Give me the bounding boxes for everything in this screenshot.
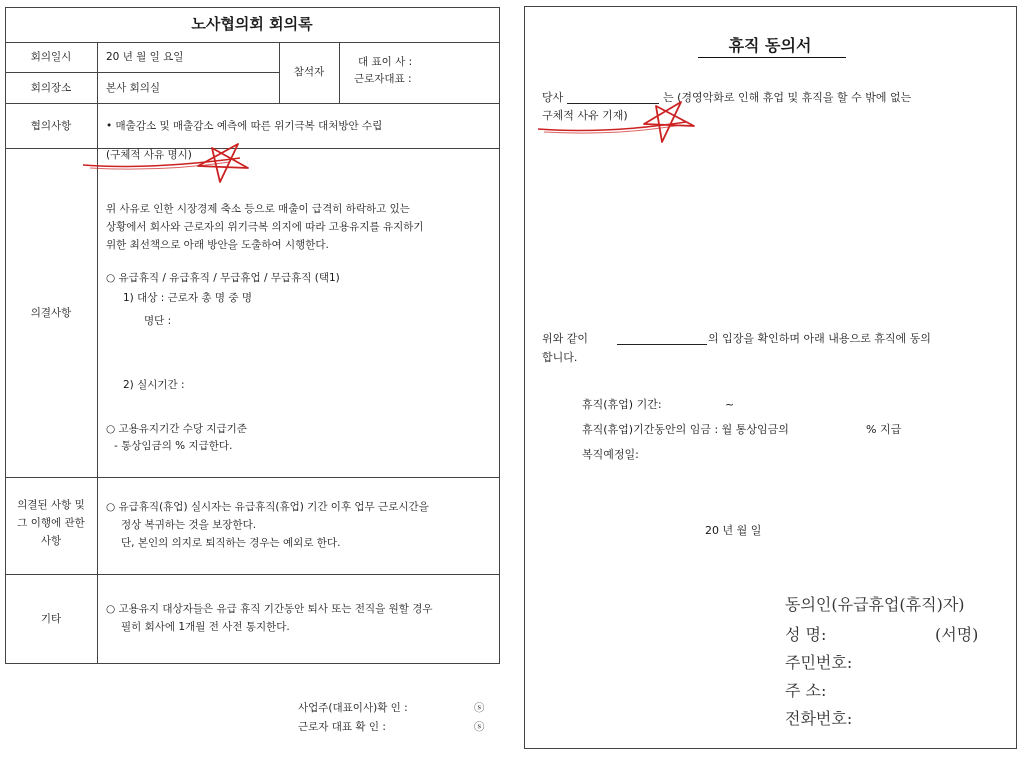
followup-line-1: ○ 유급휴직(휴업) 실시자는 유급휴직(휴업) 기간 이후 업무 근로시간을 (106, 501, 429, 513)
red-star-annotation-left (80, 138, 260, 190)
confirm-prefix: 위와 같이 (542, 332, 589, 345)
attendees-label: 참석자 (293, 66, 325, 78)
attendee-worker-rep: 근로자대표 : (354, 73, 412, 85)
reason-line: 구체적 사유 기재) (542, 109, 628, 122)
confirm-line-2: 합니다. (542, 351, 578, 364)
allowance-line-1: ○ 고용유지기간 수당 지급기준 (106, 423, 247, 435)
followup-line-2: 정상 복귀하는 것을 보장한다. (121, 519, 257, 531)
worker-confirm-label: 근로자 대표 확 인 : (298, 721, 386, 733)
etc-label: 기타 (40, 613, 62, 625)
consent-date-line: 20 년 월 일 (705, 524, 762, 537)
resolution-paragraph-line-1: 위 사유로 인한 시장경제 축소 등으로 매출이 급격히 하락하고 있는 (106, 203, 410, 215)
reason-note: (구체적 사유 명시) (106, 149, 192, 161)
followup-line-3: 단, 본인의 의지로 퇴직하는 경우는 예외로 한다. (121, 537, 341, 549)
consent-title: 휴직 동의서 (728, 36, 812, 55)
target-line: 1) 대상 : 근로자 총 명 중 명 (123, 292, 252, 304)
period-label: 휴직(휴업) 기간: (582, 398, 662, 411)
period-line: 2) 실시기간 : (123, 379, 185, 391)
date-label: 회의일시 (30, 51, 72, 63)
attendee-representative: 대 표이 사 : (358, 56, 413, 68)
employer-seal-mark: ⓢ (474, 702, 485, 714)
place-value: 본사 회의실 (106, 82, 161, 94)
return-date-label: 복직예정일: (582, 448, 639, 461)
allowance-line-2: - 통상임금의 % 지급한다. (114, 440, 233, 452)
period-tilde: ~ (725, 398, 735, 411)
consenter-label: 동의인(유급휴업(휴직)자) (785, 595, 965, 614)
confirm-suffix: 의 입장을 확인하며 아래 내용으로 휴직에 동의 (708, 332, 931, 345)
resolution-paragraph-line-2: 상황에서 회사와 근로자의 위기극복 의지에 따라 고용유지를 유지하기 (106, 221, 424, 233)
wage-percent: % 지급 (866, 423, 902, 436)
resolution-label: 의결사항 (30, 307, 72, 319)
confirm-blank (617, 344, 707, 345)
name-label: 성 명: (785, 625, 827, 644)
signature-label: (서명) (935, 625, 979, 644)
names-line: 명단 : (144, 315, 172, 327)
id-number-label: 주민번호: (785, 653, 853, 672)
company-suffix: 는 (경영악화로 인해 휴업 및 휴직을 할 수 밖에 없는 (663, 91, 912, 104)
minutes-title: 노사협의회 회의록 (191, 15, 313, 33)
etc-line-1: ○ 고용유지 대상자들은 유급 휴직 기간동안 퇴사 또는 전직을 원할 경우 (106, 603, 433, 615)
red-star-annotation-right (536, 98, 716, 146)
followup-label-1: 의결된 사항 및 (17, 499, 85, 511)
followup-label-2: 그 이행에 관한 (17, 517, 85, 529)
resolution-paragraph-line-3: 위한 최선책으로 아래 방안을 도출하여 시행한다. (106, 239, 329, 251)
date-value: 20 년 월 일 요일 (106, 51, 184, 63)
agenda-label: 협의사항 (30, 120, 72, 132)
worker-seal-mark: ⓢ (474, 721, 485, 733)
address-label: 주 소: (785, 681, 827, 700)
company-prefix: 당사 (542, 91, 564, 104)
agenda-value: • 매출감소 및 매출감소 예측에 따른 위기극복 대처방안 수립 (106, 120, 383, 132)
employer-confirm-label: 사업주(대표이사)확 인 : (298, 702, 408, 714)
wage-label: 휴직(휴업)기간동안의 임금 : 월 통상임금의 (582, 423, 789, 436)
followup-label-3: 사항 (40, 535, 62, 547)
etc-line-2: 필히 회사에 1개월 전 사전 통지한다. (121, 621, 290, 633)
leave-option-line: ○ 유급휴직 / 유급휴직 / 무급휴업 / 무급휴직 (택1) (106, 272, 340, 284)
place-label: 회의장소 (30, 82, 72, 94)
phone-label: 전화번호: (785, 709, 853, 728)
